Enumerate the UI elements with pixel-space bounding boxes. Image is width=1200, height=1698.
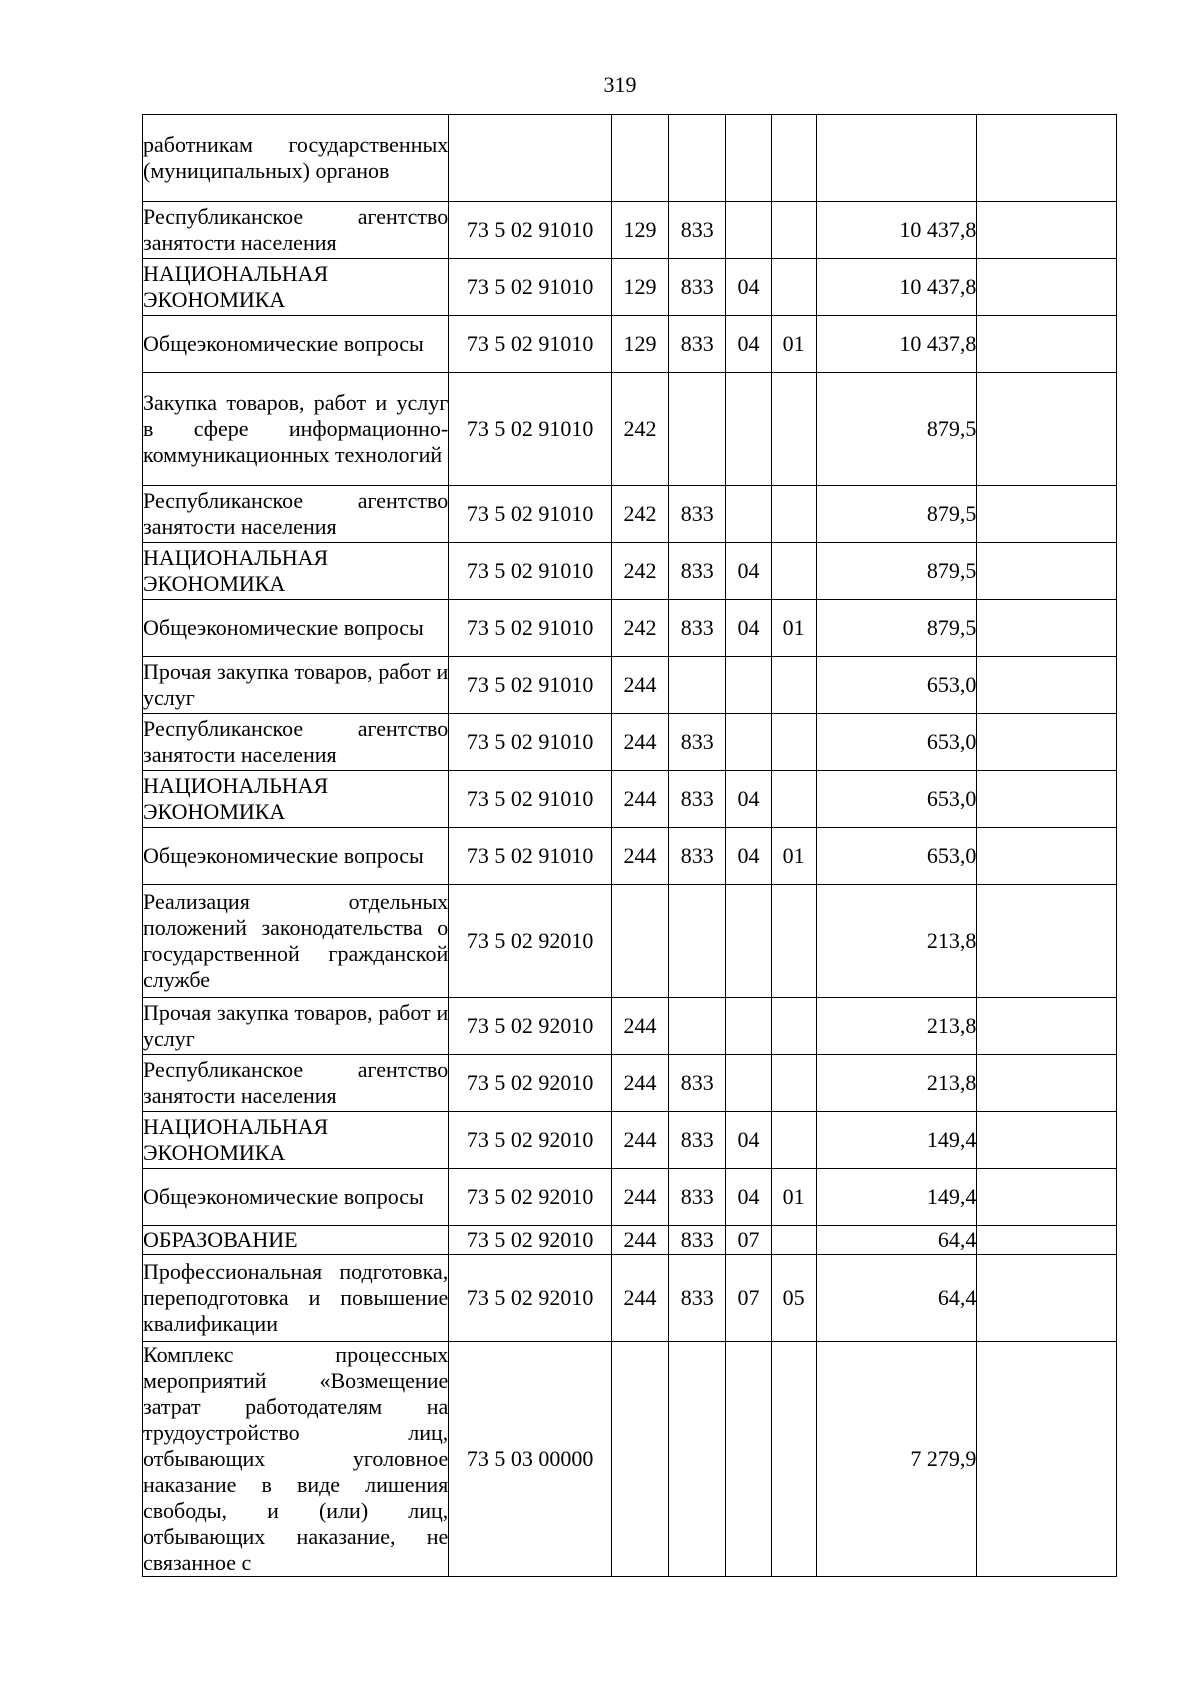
amount-cell: 213,8	[816, 885, 977, 998]
target-code-cell: 73 5 02 91010	[449, 202, 612, 259]
empty-cell	[977, 885, 1117, 998]
table-row	[143, 115, 1117, 202]
subsection-cell: 01	[771, 828, 816, 885]
row-name-cell: НАЦИОНАЛЬНАЯ ЭКОНОМИКА	[143, 1112, 449, 1169]
target-code-cell: 73 5 02 91010	[449, 714, 612, 771]
expense-type-cell: 244	[611, 1112, 668, 1169]
section-cell: 04	[726, 600, 771, 657]
budget-table	[142, 114, 1117, 1577]
expense-type-cell: 244	[611, 828, 668, 885]
expense-type-cell: 129	[611, 259, 668, 316]
amount-cell: 10 437,8	[816, 202, 977, 259]
target-code-cell: 73 5 02 92010	[449, 998, 612, 1055]
row-name-cell: Прочая закупка товаров, работ и услуг	[143, 657, 449, 714]
table-row	[143, 1112, 1117, 1169]
amount-cell	[816, 115, 977, 202]
row-name-cell: работникам государственных (муниципальных) органов	[143, 115, 449, 202]
amount-cell: 149,4	[816, 1169, 977, 1226]
row-name-cell: Реализация отдельных положений законодательства о государственной гражданской службе	[143, 885, 449, 998]
department-code-cell: 833	[669, 771, 726, 828]
table-row	[143, 373, 1117, 486]
empty-cell	[977, 1255, 1117, 1342]
expense-type-cell	[611, 115, 668, 202]
target-code-cell	[449, 115, 612, 202]
section-cell: 04	[726, 259, 771, 316]
department-code-cell: 833	[669, 259, 726, 316]
table-row	[143, 1226, 1117, 1255]
amount-cell: 653,0	[816, 771, 977, 828]
table-row	[143, 771, 1117, 828]
subsection-cell	[771, 885, 816, 998]
subsection-cell: 01	[771, 600, 816, 657]
target-code-cell: 73 5 02 91010	[449, 316, 612, 373]
empty-cell	[977, 543, 1117, 600]
department-code-cell: 833	[669, 1169, 726, 1226]
row-name-cell: Республиканское агентство занятости населения	[143, 714, 449, 771]
section-cell	[726, 373, 771, 486]
empty-cell	[977, 202, 1117, 259]
table-row	[143, 828, 1117, 885]
row-name-cell: Закупка товаров, работ и услуг в сфере информационно-коммуникационных технологий	[143, 373, 449, 486]
table-row	[143, 316, 1117, 373]
section-cell: 04	[726, 771, 771, 828]
department-code-cell: 833	[669, 828, 726, 885]
empty-cell	[977, 714, 1117, 771]
amount-cell: 653,0	[816, 828, 977, 885]
empty-cell	[977, 1342, 1117, 1577]
expense-type-cell: 129	[611, 316, 668, 373]
expense-type-cell: 129	[611, 202, 668, 259]
empty-cell	[977, 1169, 1117, 1226]
target-code-cell: 73 5 02 91010	[449, 600, 612, 657]
section-cell	[726, 998, 771, 1055]
target-code-cell: 73 5 02 92010	[449, 1169, 612, 1226]
table-row	[143, 657, 1117, 714]
subsection-cell: 05	[771, 1255, 816, 1342]
section-cell	[726, 1055, 771, 1112]
expense-type-cell: 244	[611, 657, 668, 714]
table-row	[143, 885, 1117, 998]
amount-cell: 653,0	[816, 657, 977, 714]
section-cell	[726, 1342, 771, 1577]
row-name-cell: Республиканское агентство занятости населения	[143, 202, 449, 259]
department-code-cell: 833	[669, 316, 726, 373]
department-code-cell	[669, 373, 726, 486]
empty-cell	[977, 1112, 1117, 1169]
amount-cell: 64,4	[816, 1255, 977, 1342]
amount-cell: 879,5	[816, 486, 977, 543]
amount-cell: 149,4	[816, 1112, 977, 1169]
department-code-cell: 833	[669, 600, 726, 657]
empty-cell	[977, 771, 1117, 828]
row-name-cell: НАЦИОНАЛЬНАЯ ЭКОНОМИКА	[143, 259, 449, 316]
row-name-cell: Республиканское агентство занятости населения	[143, 486, 449, 543]
department-code-cell	[669, 657, 726, 714]
target-code-cell: 73 5 02 91010	[449, 373, 612, 486]
section-cell: 04	[726, 828, 771, 885]
target-code-cell: 73 5 02 92010	[449, 1055, 612, 1112]
expense-type-cell: 242	[611, 543, 668, 600]
expense-type-cell: 242	[611, 486, 668, 543]
table-row	[143, 1169, 1117, 1226]
department-code-cell	[669, 115, 726, 202]
subsection-cell: 01	[771, 316, 816, 373]
section-cell	[726, 714, 771, 771]
expense-type-cell	[611, 1342, 668, 1577]
subsection-cell	[771, 202, 816, 259]
section-cell: 04	[726, 543, 771, 600]
department-code-cell: 833	[669, 486, 726, 543]
target-code-cell: 73 5 02 91010	[449, 486, 612, 543]
table-row	[143, 600, 1117, 657]
section-cell	[726, 657, 771, 714]
target-code-cell: 73 5 02 91010	[449, 828, 612, 885]
amount-cell: 653,0	[816, 714, 977, 771]
subsection-cell: 01	[771, 1169, 816, 1226]
row-name-cell: НАЦИОНАЛЬНАЯ ЭКОНОМИКА	[143, 771, 449, 828]
section-cell: 07	[726, 1255, 771, 1342]
row-name-cell: Общеэкономические вопросы	[143, 316, 449, 373]
empty-cell	[977, 373, 1117, 486]
table-row	[143, 1342, 1117, 1577]
table-body	[143, 115, 1117, 1577]
department-code-cell: 833	[669, 202, 726, 259]
target-code-cell: 73 5 02 92010	[449, 1226, 612, 1255]
target-code-cell: 73 5 02 92010	[449, 1255, 612, 1342]
expense-type-cell: 244	[611, 1226, 668, 1255]
target-code-cell: 73 5 02 92010	[449, 885, 612, 998]
department-code-cell	[669, 1342, 726, 1577]
empty-cell	[977, 600, 1117, 657]
amount-cell: 879,5	[816, 600, 977, 657]
subsection-cell	[771, 998, 816, 1055]
expense-type-cell: 244	[611, 714, 668, 771]
empty-cell	[977, 998, 1117, 1055]
target-code-cell: 73 5 02 91010	[449, 543, 612, 600]
section-cell: 07	[726, 1226, 771, 1255]
target-code-cell: 73 5 02 91010	[449, 771, 612, 828]
amount-cell: 879,5	[816, 373, 977, 486]
subsection-cell	[771, 1342, 816, 1577]
expense-type-cell: 242	[611, 600, 668, 657]
amount-cell: 213,8	[816, 1055, 977, 1112]
empty-cell	[977, 828, 1117, 885]
subsection-cell	[771, 1112, 816, 1169]
table-row	[143, 202, 1117, 259]
subsection-cell	[771, 486, 816, 543]
expense-type-cell: 244	[611, 771, 668, 828]
target-code-cell: 73 5 02 92010	[449, 1112, 612, 1169]
amount-cell: 213,8	[816, 998, 977, 1055]
target-code-cell: 73 5 02 91010	[449, 657, 612, 714]
empty-cell	[977, 657, 1117, 714]
table-row	[143, 998, 1117, 1055]
subsection-cell	[771, 259, 816, 316]
amount-cell: 10 437,8	[816, 316, 977, 373]
subsection-cell	[771, 543, 816, 600]
subsection-cell	[771, 657, 816, 714]
target-code-cell: 73 5 03 00000	[449, 1342, 612, 1577]
section-cell	[726, 486, 771, 543]
section-cell: 04	[726, 1169, 771, 1226]
table-row	[143, 714, 1117, 771]
table-row	[143, 486, 1117, 543]
table-row	[143, 1055, 1117, 1112]
page-number: 319	[603, 72, 637, 97]
empty-cell	[977, 316, 1117, 373]
department-code-cell: 833	[669, 714, 726, 771]
row-name-cell: ОБРАЗОВАНИЕ	[143, 1226, 449, 1255]
section-cell: 04	[726, 1112, 771, 1169]
amount-cell: 64,4	[816, 1226, 977, 1255]
target-code-cell: 73 5 02 91010	[449, 259, 612, 316]
expense-type-cell	[611, 885, 668, 998]
row-name-cell: Общеэкономические вопросы	[143, 600, 449, 657]
department-code-cell: 833	[669, 1112, 726, 1169]
subsection-cell	[771, 115, 816, 202]
amount-cell: 7 279,9	[816, 1342, 977, 1577]
table-row	[143, 543, 1117, 600]
empty-cell	[977, 486, 1117, 543]
department-code-cell	[669, 885, 726, 998]
row-name-cell: Комплекс процессных мероприятий «Возмещение затрат работодателям на трудоустройство лиц, отбывающих уголовное наказание в виде лишения свободы, и (или) лиц, отбывающих наказание, не связанное с	[143, 1342, 449, 1575]
expense-type-cell: 244	[611, 1055, 668, 1112]
expense-type-cell: 244	[611, 998, 668, 1055]
table-row	[143, 1255, 1117, 1342]
subsection-cell	[771, 373, 816, 486]
empty-cell	[977, 1226, 1117, 1255]
row-name-cell: НАЦИОНАЛЬНАЯ ЭКОНОМИКА	[143, 543, 449, 600]
row-name-cell: Прочая закупка товаров, работ и услуг	[143, 998, 449, 1055]
row-name-cell: Общеэкономические вопросы	[143, 828, 449, 885]
amount-cell: 10 437,8	[816, 259, 977, 316]
subsection-cell	[771, 714, 816, 771]
expense-type-cell: 244	[611, 1169, 668, 1226]
subsection-cell	[771, 1055, 816, 1112]
subsection-cell	[771, 771, 816, 828]
section-cell: 04	[726, 316, 771, 373]
row-name-cell: Профессиональная подготовка, переподготовка и повышение квалификации	[143, 1255, 449, 1342]
row-name-cell: Республиканское агентство занятости населения	[143, 1055, 449, 1112]
table-row	[143, 259, 1117, 316]
department-code-cell	[669, 998, 726, 1055]
empty-cell	[977, 115, 1117, 202]
section-cell	[726, 115, 771, 202]
empty-cell	[977, 259, 1117, 316]
expense-type-cell: 242	[611, 373, 668, 486]
subsection-cell	[771, 1226, 816, 1255]
department-code-cell: 833	[669, 543, 726, 600]
section-cell	[726, 885, 771, 998]
department-code-cell: 833	[669, 1226, 726, 1255]
section-cell	[726, 202, 771, 259]
department-code-cell: 833	[669, 1055, 726, 1112]
row-name-cell: Общеэкономические вопросы	[143, 1169, 449, 1226]
amount-cell: 879,5	[816, 543, 977, 600]
empty-cell	[977, 1055, 1117, 1112]
department-code-cell: 833	[669, 1255, 726, 1342]
expense-type-cell: 244	[611, 1255, 668, 1342]
